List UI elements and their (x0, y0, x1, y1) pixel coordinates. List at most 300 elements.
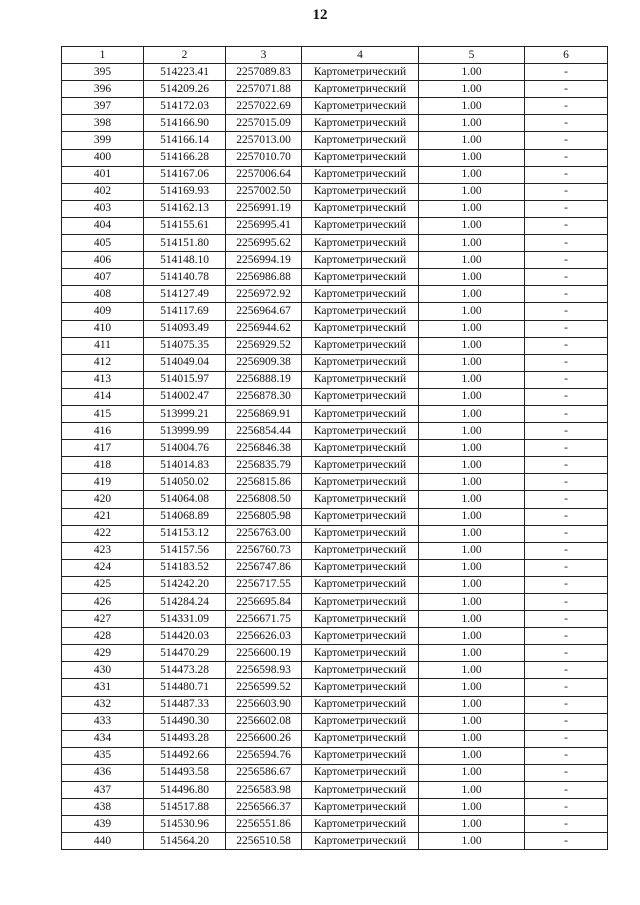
description-cell: - (525, 508, 608, 525)
description-cell: - (525, 166, 608, 183)
y-coordinate-cell: 2256972.92 (226, 286, 302, 303)
x-coordinate-cell: 514496.80 (144, 782, 226, 799)
accuracy-cell: 1.00 (419, 696, 525, 713)
y-coordinate-cell: 2256929.52 (226, 337, 302, 354)
point-number-cell: 438 (62, 799, 144, 816)
point-number-cell: 423 (62, 542, 144, 559)
y-coordinate-cell: 2256854.44 (226, 423, 302, 440)
method-cell: Картометрический (302, 183, 419, 200)
table-row (62, 559, 608, 576)
table-row (62, 696, 608, 713)
x-coordinate-cell: 514140.78 (144, 269, 226, 286)
point-number-cell: 414 (62, 388, 144, 405)
y-coordinate-cell: 2256995.62 (226, 235, 302, 252)
description-cell: - (525, 457, 608, 474)
method-cell: Картометрический (302, 354, 419, 371)
table-row (62, 149, 608, 166)
method-cell: Картометрический (302, 611, 419, 628)
table-row (62, 645, 608, 662)
description-cell: - (525, 235, 608, 252)
point-number-cell: 401 (62, 166, 144, 183)
accuracy-cell: 1.00 (419, 679, 525, 696)
y-coordinate-cell: 2256695.84 (226, 594, 302, 611)
y-coordinate-cell: 2257013.00 (226, 132, 302, 149)
x-coordinate-cell: 514420.03 (144, 628, 226, 645)
x-coordinate-cell: 514117.69 (144, 303, 226, 320)
accuracy-cell: 1.00 (419, 542, 525, 559)
accuracy-cell: 1.00 (419, 354, 525, 371)
description-cell: - (525, 98, 608, 115)
x-coordinate-cell: 514172.03 (144, 98, 226, 115)
y-coordinate-cell: 2256994.19 (226, 252, 302, 269)
point-number-cell: 395 (62, 64, 144, 81)
y-coordinate-cell: 2257071.88 (226, 81, 302, 98)
y-coordinate-cell: 2256909.38 (226, 354, 302, 371)
table-row (62, 594, 608, 611)
point-number-cell: 434 (62, 730, 144, 747)
y-coordinate-cell: 2256944.62 (226, 320, 302, 337)
x-coordinate-cell: 514166.28 (144, 149, 226, 166)
x-coordinate-cell: 514480.71 (144, 679, 226, 696)
description-cell: - (525, 286, 608, 303)
method-cell: Картометрический (302, 816, 419, 833)
accuracy-cell: 1.00 (419, 337, 525, 354)
y-coordinate-cell: 2256603.90 (226, 696, 302, 713)
method-cell: Картометрический (302, 166, 419, 183)
table-row (62, 491, 608, 508)
y-coordinate-cell: 2257002.50 (226, 183, 302, 200)
y-coordinate-cell: 2256878.30 (226, 388, 302, 405)
table-row (62, 354, 608, 371)
method-cell: Картометрический (302, 576, 419, 593)
accuracy-cell: 1.00 (419, 782, 525, 799)
description-cell: - (525, 662, 608, 679)
y-coordinate-cell: 2256566.37 (226, 799, 302, 816)
table-row (62, 440, 608, 457)
method-cell: Картометрический (302, 269, 419, 286)
table-body (62, 64, 608, 850)
description-cell: - (525, 799, 608, 816)
method-cell: Картометрический (302, 200, 419, 217)
y-coordinate-cell: 2256964.67 (226, 303, 302, 320)
point-number-cell: 436 (62, 764, 144, 781)
method-cell: Картометрический (302, 440, 419, 457)
method-cell: Картометрический (302, 799, 419, 816)
accuracy-cell: 1.00 (419, 235, 525, 252)
description-cell: - (525, 337, 608, 354)
table-row (62, 782, 608, 799)
x-coordinate-cell: 514167.06 (144, 166, 226, 183)
y-coordinate-cell: 2256888.19 (226, 371, 302, 388)
method-cell: Картометрический (302, 474, 419, 491)
method-cell: Картометрический (302, 252, 419, 269)
description-cell: - (525, 594, 608, 611)
method-cell: Картометрический (302, 559, 419, 576)
accuracy-cell: 1.00 (419, 166, 525, 183)
accuracy-cell: 1.00 (419, 64, 525, 81)
point-number-cell: 426 (62, 594, 144, 611)
accuracy-cell: 1.00 (419, 98, 525, 115)
y-coordinate-cell: 2256586.67 (226, 764, 302, 781)
x-coordinate-cell: 514153.12 (144, 525, 226, 542)
accuracy-cell: 1.00 (419, 525, 525, 542)
table-row (62, 576, 608, 593)
table-row (62, 833, 608, 850)
description-cell: - (525, 696, 608, 713)
method-cell: Картометрический (302, 833, 419, 850)
point-number-cell: 410 (62, 320, 144, 337)
accuracy-cell: 1.00 (419, 286, 525, 303)
description-cell: - (525, 132, 608, 149)
point-number-cell: 431 (62, 679, 144, 696)
point-number-cell: 396 (62, 81, 144, 98)
description-cell: - (525, 559, 608, 576)
accuracy-cell: 1.00 (419, 217, 525, 234)
accuracy-cell: 1.00 (419, 730, 525, 747)
accuracy-cell: 1.00 (419, 508, 525, 525)
point-number-cell: 408 (62, 286, 144, 303)
accuracy-cell: 1.00 (419, 816, 525, 833)
description-cell: - (525, 611, 608, 628)
y-coordinate-cell: 2256599.52 (226, 679, 302, 696)
y-coordinate-cell: 2256995.41 (226, 217, 302, 234)
y-coordinate-cell: 2256594.76 (226, 747, 302, 764)
point-number-cell: 404 (62, 217, 144, 234)
x-coordinate-cell: 514530.96 (144, 816, 226, 833)
table-row (62, 457, 608, 474)
method-cell: Картометрический (302, 423, 419, 440)
description-cell: - (525, 645, 608, 662)
description-cell: - (525, 816, 608, 833)
y-coordinate-cell: 2257089.83 (226, 64, 302, 81)
accuracy-cell: 1.00 (419, 628, 525, 645)
accuracy-cell: 1.00 (419, 252, 525, 269)
y-coordinate-cell: 2256763.00 (226, 525, 302, 542)
y-coordinate-cell: 2256602.08 (226, 713, 302, 730)
x-coordinate-cell: 514242.20 (144, 576, 226, 593)
point-number-cell: 416 (62, 423, 144, 440)
point-number-cell: 413 (62, 371, 144, 388)
method-cell: Картометрический (302, 542, 419, 559)
point-number-cell: 398 (62, 115, 144, 132)
x-coordinate-cell: 514014.83 (144, 457, 226, 474)
table-row (62, 525, 608, 542)
point-number-cell: 400 (62, 149, 144, 166)
method-cell: Картометрический (302, 457, 419, 474)
table-row (62, 611, 608, 628)
table-row (62, 628, 608, 645)
x-coordinate-cell: 513999.21 (144, 405, 226, 422)
description-cell: - (525, 200, 608, 217)
accuracy-cell: 1.00 (419, 764, 525, 781)
table-row (62, 183, 608, 200)
accuracy-cell: 1.00 (419, 303, 525, 320)
method-cell: Картометрический (302, 64, 419, 81)
point-number-cell: 412 (62, 354, 144, 371)
method-cell: Картометрический (302, 525, 419, 542)
description-cell: - (525, 217, 608, 234)
point-number-cell: 420 (62, 491, 144, 508)
table-row (62, 235, 608, 252)
method-cell: Картометрический (302, 491, 419, 508)
table-row (62, 64, 608, 81)
accuracy-cell: 1.00 (419, 747, 525, 764)
accuracy-cell: 1.00 (419, 833, 525, 850)
accuracy-cell: 1.00 (419, 115, 525, 132)
description-cell: - (525, 576, 608, 593)
x-coordinate-cell: 514493.28 (144, 730, 226, 747)
x-coordinate-cell: 514470.29 (144, 645, 226, 662)
accuracy-cell: 1.00 (419, 320, 525, 337)
point-number-cell: 406 (62, 252, 144, 269)
accuracy-cell: 1.00 (419, 457, 525, 474)
x-coordinate-cell: 514284.24 (144, 594, 226, 611)
table-row (62, 81, 608, 98)
accuracy-cell: 1.00 (419, 423, 525, 440)
method-cell: Картометрический (302, 405, 419, 422)
x-coordinate-cell: 514493.58 (144, 764, 226, 781)
column-header: 4 (302, 47, 419, 64)
x-coordinate-cell: 514169.93 (144, 183, 226, 200)
x-coordinate-cell: 514331.09 (144, 611, 226, 628)
method-cell: Картометрический (302, 594, 419, 611)
accuracy-cell: 1.00 (419, 594, 525, 611)
y-coordinate-cell: 2256717.55 (226, 576, 302, 593)
y-coordinate-cell: 2257006.64 (226, 166, 302, 183)
accuracy-cell: 1.00 (419, 405, 525, 422)
point-number-cell: 425 (62, 576, 144, 593)
table-row (62, 713, 608, 730)
description-cell: - (525, 388, 608, 405)
accuracy-cell: 1.00 (419, 611, 525, 628)
x-coordinate-cell: 514064.08 (144, 491, 226, 508)
point-number-cell: 405 (62, 235, 144, 252)
description-cell: - (525, 81, 608, 98)
page-number: 12 (312, 7, 328, 23)
y-coordinate-cell: 2256760.73 (226, 542, 302, 559)
method-cell: Картометрический (302, 679, 419, 696)
x-coordinate-cell: 514127.49 (144, 286, 226, 303)
x-coordinate-cell: 514183.52 (144, 559, 226, 576)
point-number-cell: 437 (62, 782, 144, 799)
x-coordinate-cell: 514093.49 (144, 320, 226, 337)
point-number-cell: 419 (62, 474, 144, 491)
y-coordinate-cell: 2256846.38 (226, 440, 302, 457)
table-row (62, 816, 608, 833)
table-row (62, 508, 608, 525)
description-cell: - (525, 679, 608, 696)
x-coordinate-cell: 514155.61 (144, 217, 226, 234)
x-coordinate-cell: 514209.26 (144, 81, 226, 98)
description-cell: - (525, 269, 608, 286)
method-cell: Картометрический (302, 217, 419, 234)
point-number-cell: 430 (62, 662, 144, 679)
y-coordinate-cell: 2256835.79 (226, 457, 302, 474)
y-coordinate-cell: 2257010.70 (226, 149, 302, 166)
description-cell: - (525, 713, 608, 730)
method-cell: Картометрический (302, 286, 419, 303)
description-cell: - (525, 525, 608, 542)
y-coordinate-cell: 2256986.88 (226, 269, 302, 286)
point-number-cell: 428 (62, 628, 144, 645)
point-number-cell: 403 (62, 200, 144, 217)
column-header: 2 (144, 47, 226, 64)
method-cell: Картометрический (302, 388, 419, 405)
x-coordinate-cell: 514517.88 (144, 799, 226, 816)
table-row (62, 405, 608, 422)
method-cell: Картометрический (302, 81, 419, 98)
point-number-cell: 424 (62, 559, 144, 576)
table-row (62, 98, 608, 115)
method-cell: Картометрический (302, 235, 419, 252)
description-cell: - (525, 183, 608, 200)
description-cell: - (525, 542, 608, 559)
x-coordinate-cell: 514157.56 (144, 542, 226, 559)
method-cell: Картометрический (302, 782, 419, 799)
y-coordinate-cell: 2256991.19 (226, 200, 302, 217)
point-number-cell: 402 (62, 183, 144, 200)
point-number-cell: 439 (62, 816, 144, 833)
table-row (62, 662, 608, 679)
table-row (62, 747, 608, 764)
x-coordinate-cell: 514002.47 (144, 388, 226, 405)
accuracy-cell: 1.00 (419, 662, 525, 679)
description-cell: - (525, 730, 608, 747)
point-number-cell: 397 (62, 98, 144, 115)
method-cell: Картометрический (302, 764, 419, 781)
y-coordinate-cell: 2257015.09 (226, 115, 302, 132)
description-cell: - (525, 491, 608, 508)
table-row (62, 200, 608, 217)
point-number-cell: 440 (62, 833, 144, 850)
method-cell: Картометрический (302, 696, 419, 713)
x-coordinate-cell: 514492.66 (144, 747, 226, 764)
x-coordinate-cell: 514004.76 (144, 440, 226, 457)
x-coordinate-cell: 514015.97 (144, 371, 226, 388)
table-row (62, 269, 608, 286)
accuracy-cell: 1.00 (419, 149, 525, 166)
description-cell: - (525, 64, 608, 81)
table-row (62, 799, 608, 816)
table-row (62, 217, 608, 234)
y-coordinate-cell: 2256598.93 (226, 662, 302, 679)
table-row (62, 679, 608, 696)
point-number-cell: 435 (62, 747, 144, 764)
x-coordinate-cell: 514487.33 (144, 696, 226, 713)
accuracy-cell: 1.00 (419, 559, 525, 576)
table-row (62, 423, 608, 440)
description-cell: - (525, 320, 608, 337)
accuracy-cell: 1.00 (419, 200, 525, 217)
method-cell: Картометрический (302, 337, 419, 354)
x-coordinate-cell: 514162.13 (144, 200, 226, 217)
x-coordinate-cell: 514490.30 (144, 713, 226, 730)
y-coordinate-cell: 2256600.19 (226, 645, 302, 662)
accuracy-cell: 1.00 (419, 183, 525, 200)
method-cell: Картометрический (302, 149, 419, 166)
x-coordinate-cell: 514223.41 (144, 64, 226, 81)
method-cell: Картометрический (302, 747, 419, 764)
method-cell: Картометрический (302, 628, 419, 645)
y-coordinate-cell: 2256583.98 (226, 782, 302, 799)
description-cell: - (525, 747, 608, 764)
table-row (62, 542, 608, 559)
y-coordinate-cell: 2256671.75 (226, 611, 302, 628)
description-cell: - (525, 149, 608, 166)
y-coordinate-cell: 2256805.98 (226, 508, 302, 525)
table-row (62, 337, 608, 354)
method-cell: Картометрический (302, 662, 419, 679)
accuracy-cell: 1.00 (419, 576, 525, 593)
method-cell: Картометрический (302, 303, 419, 320)
table-row (62, 303, 608, 320)
method-cell: Картометрический (302, 115, 419, 132)
accuracy-cell: 1.00 (419, 474, 525, 491)
point-number-cell: 411 (62, 337, 144, 354)
point-number-cell: 429 (62, 645, 144, 662)
table-row (62, 730, 608, 747)
x-coordinate-cell: 514068.89 (144, 508, 226, 525)
description-cell: - (525, 628, 608, 645)
method-cell: Картометрический (302, 98, 419, 115)
column-header: 6 (525, 47, 608, 64)
description-cell: - (525, 115, 608, 132)
description-cell: - (525, 440, 608, 457)
description-cell: - (525, 405, 608, 422)
point-number-cell: 421 (62, 508, 144, 525)
point-number-cell: 433 (62, 713, 144, 730)
x-coordinate-cell: 514166.90 (144, 115, 226, 132)
table-row (62, 252, 608, 269)
y-coordinate-cell: 2256600.26 (226, 730, 302, 747)
column-header: 1 (62, 47, 144, 64)
description-cell: - (525, 423, 608, 440)
method-cell: Картометрический (302, 320, 419, 337)
y-coordinate-cell: 2256626.03 (226, 628, 302, 645)
table-row (62, 474, 608, 491)
table-row (62, 764, 608, 781)
point-number-cell: 417 (62, 440, 144, 457)
x-coordinate-cell: 514049.04 (144, 354, 226, 371)
accuracy-cell: 1.00 (419, 799, 525, 816)
y-coordinate-cell: 2256869.91 (226, 405, 302, 422)
x-coordinate-cell: 514050.02 (144, 474, 226, 491)
description-cell: - (525, 371, 608, 388)
point-number-cell: 427 (62, 611, 144, 628)
accuracy-cell: 1.00 (419, 713, 525, 730)
y-coordinate-cell: 2256815.86 (226, 474, 302, 491)
table-row (62, 115, 608, 132)
point-number-cell: 399 (62, 132, 144, 149)
table-row (62, 388, 608, 405)
y-coordinate-cell: 2256808.50 (226, 491, 302, 508)
table-row (62, 286, 608, 303)
coordinates-table (61, 46, 608, 850)
x-coordinate-cell: 514075.35 (144, 337, 226, 354)
point-number-cell: 418 (62, 457, 144, 474)
method-cell: Картометрический (302, 730, 419, 747)
point-number-cell: 422 (62, 525, 144, 542)
description-cell: - (525, 833, 608, 850)
point-number-cell: 415 (62, 405, 144, 422)
accuracy-cell: 1.00 (419, 388, 525, 405)
point-number-cell: 432 (62, 696, 144, 713)
point-number-cell: 409 (62, 303, 144, 320)
description-cell: - (525, 252, 608, 269)
description-cell: - (525, 782, 608, 799)
column-header: 5 (419, 47, 525, 64)
y-coordinate-cell: 2256747.86 (226, 559, 302, 576)
